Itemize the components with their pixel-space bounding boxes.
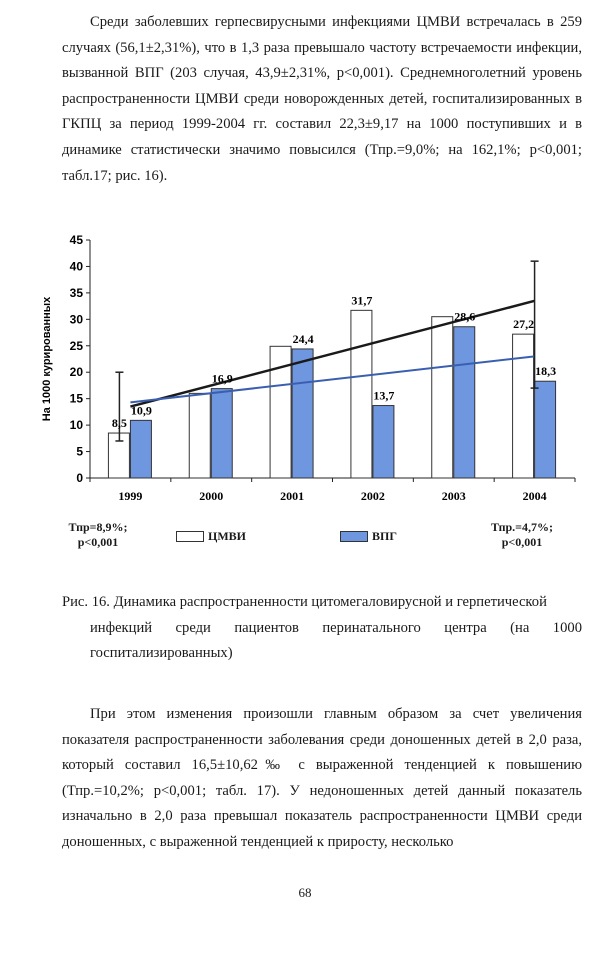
y-tick-label: 45 (69, 233, 83, 247)
figure-caption-rest: инфекций среди пациентов перинатального центра (на 1000 госпитализированных) (90, 619, 582, 662)
data-label-vpg: 18,3 (535, 364, 557, 379)
y-tick-label: 25 (69, 338, 83, 353)
legend-label-cmvi: ЦМВИ (208, 529, 246, 543)
trend-note-left-line2: p<0,001 (77, 535, 119, 549)
bar-vpg (292, 349, 313, 478)
figure-caption-label: Рис. 16. (62, 594, 110, 610)
figure-16 (30, 228, 590, 568)
y-tick-label: 0 (76, 471, 83, 485)
data-label-vpg: 24,4 (292, 331, 314, 346)
legend-swatch-vpg (340, 531, 368, 542)
data-label-cmvi: 31,7 (351, 293, 373, 308)
data-label-cmvi: 27,2 (513, 317, 535, 332)
x-tick-label: 2001 (280, 489, 305, 503)
bar-vpg (373, 406, 394, 478)
bar-vpg (535, 381, 556, 478)
paragraph-1: Среди заболевших герпесвирусными инфекциями ЦМВИ встречалась в 259 случаях (56,1±2,31%), что в 1,3 раза превышало частоту встречаемости инфекции, вызванной ВПГ (203 случая, 43,9±2,31%, p<0,001). Среднемноголетний уровень распространенности ЦМВИ среди новорожденных детей, госпитализированных в ГКПЦ за период 1999-2004 гг. составил 22,3±9,17 на 1000 поступивших и в динамике статистически значимо повысился (Тпр.=9,0%; на 162,1%; p<0,001; табл.17; рис. 16). (62, 14, 582, 184)
legend-label-vpg: ВПГ (372, 529, 397, 543)
y-tick-label: 15 (69, 391, 83, 406)
figure-caption-first: Динамика распространенности цитомегаловирусной и герпетической (113, 594, 547, 610)
bar-cmvi (513, 334, 534, 478)
x-tick-label: 2003 (441, 489, 466, 503)
trend-note-right-line2: p<0,001 (501, 535, 543, 549)
x-tick-label: 2002 (360, 489, 385, 503)
data-label-vpg: 10,9 (130, 403, 152, 418)
bar-vpg (211, 389, 232, 478)
bar-cmvi (189, 393, 210, 478)
x-tick-label: 1999 (118, 489, 143, 503)
x-tick-label: 2004 (522, 489, 547, 503)
y-tick-label: 10 (69, 418, 83, 433)
paragraph-2: При этом изменения произошли главным образом за счет увеличения показателя распространенности заболевания среди доношенных детей в 2,0 раза, который составил 16,5±10,62‰ с выраженной тенденцией к повышению (Тпр.=10,2%; p<0,001; табл. 17). У недоношенных детей данный показатель изначально в 2,0 раза превышал показатель распространенности ЦМВИ среди доношенных, с выраженной тенденцией к приросту, несколько (62, 706, 582, 850)
y-tick-label: 20 (69, 365, 83, 380)
page-number: 68 (298, 885, 312, 900)
y-tick-label: 30 (69, 312, 83, 327)
data-label-vpg: 16,9 (211, 371, 233, 386)
y-axis-label: На 1000 курированных (41, 296, 53, 422)
bar-vpg (130, 420, 151, 478)
trend-note-right (482, 520, 562, 550)
y-tick-label: 40 (69, 259, 83, 274)
bar-cmvi (351, 310, 372, 478)
x-tick-label: 2000 (199, 489, 224, 503)
data-label-vpg: 13,7 (373, 388, 395, 403)
bar-vpg (454, 327, 475, 478)
data-label-vpg: 28,6 (454, 309, 476, 324)
data-label-cmvi: 8,5 (111, 416, 127, 431)
figure-caption (62, 590, 582, 667)
trend-note-left (58, 520, 138, 550)
legend-item-vpg (340, 529, 397, 544)
trend-note-left-line1: Тпр=8,9%; (68, 520, 128, 534)
y-tick-label: 5 (76, 444, 83, 459)
prevalence-chart (30, 228, 590, 568)
legend-item-cmvi (176, 529, 246, 544)
legend-swatch-cmvi (176, 531, 204, 542)
trend-note-right-line1: Тпр.=4,7%; (491, 520, 553, 534)
y-tick-label: 35 (69, 285, 83, 300)
bar-cmvi (432, 317, 453, 478)
